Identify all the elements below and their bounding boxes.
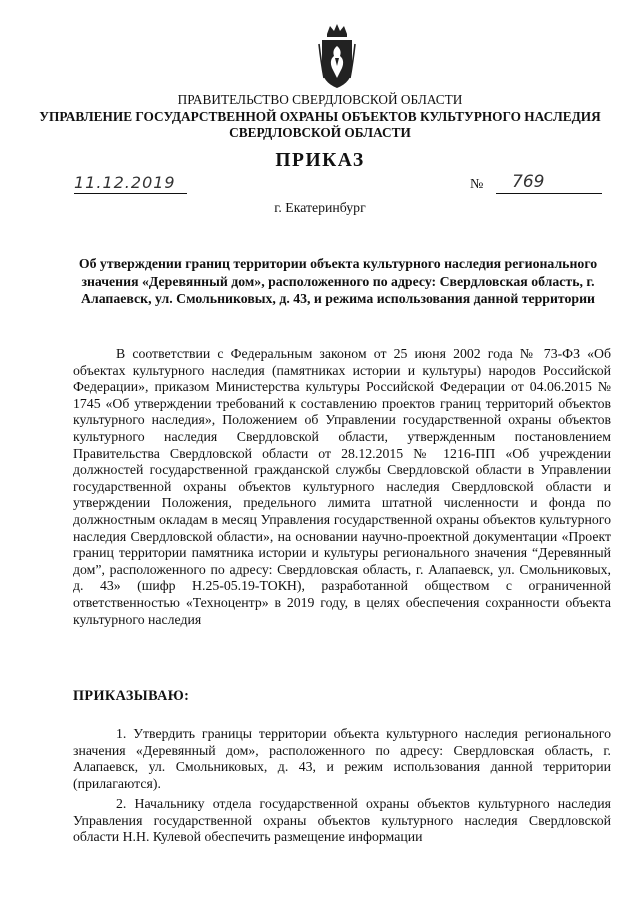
document-subject: Об утверждении границ территории объекта культурного наследия регионального значения «Деревянный дом», расположенного по адресу: Свердловская область, г. Алапаевск, ул. Смольниковых, д. 43, и режима использования данной территории (78, 256, 598, 306)
order-item-1: 1. Утвердить границы территории объекта культурного наследия регионального значения «Деревянный дом», расположенного по адресу: Свердловская область, г. Алапаевск, ул. Смольниковых, д. 43, и режим использования данной территории (прилагаются). (73, 726, 611, 791)
preamble-paragraph: В соответствии с Федеральным законом от 25 июня 2002 года № 73-ФЗ «Об объектах культурного наследия (памятниках истории и культуры) народов Российской Федерации», приказом Министерства культуры Российской Федерации от 04.06.2015 № 1745 «Об утверждении требований к составлению проектов границ территорий объектов культурного наследия», Положением об Управлении государственной охраны объектов культурного наследия Свердловской области, утвержденным постановлением Правительства Свердловской области от 28.12.2015 № 1216-ПП «Об учреждении должностей государственной гражданской службы Свердловской области в Управлении государственной охраны объектов культурного наследия Свердловской области и утверждении Положения, предельного лимита штатной численности и фонда по должностным окладам в месяц Управления государственной охраны объектов культурного наследия Свердловской области», на основании научно-проектной документации «Проект границ территории памятника истории и культуры регионального значения “Деревянный дом”, расположенного по адресу: Свердловская область, г. Алапаевск, ул. Смольниковых, д. 43» (шифр Н.25-05.19-ТОКН), разработанной обществом с ограниченной ответственностью «Техноцентр» в 2019 году, в целях обеспечения сохранности объекта культурного наследия (73, 346, 611, 627)
order-heading: ПРИКАЗЫВАЮ: (73, 688, 190, 704)
city-name: г. Екатеринбург (274, 200, 366, 215)
coat-of-arms-emblem-icon (318, 22, 356, 92)
department-name: УПРАВЛЕНИЕ ГОСУДАРСТВЕННОЙ ОХРАНЫ ОБЪЕКТОВ КУЛЬТУРНОГО НАСЛЕДИЯ СВЕРДЛОВСКОЙ ОБЛАСТИ (39, 109, 601, 140)
government-name: ПРАВИТЕЛЬСТВО СВЕРДЛОВСКОЙ ОБЛАСТИ (177, 92, 463, 107)
number-label: № (470, 177, 484, 192)
order-item-2: 2. Начальнику отдела государственной охраны объектов культурного наследия Управления государственной охраны объектов культурного наследия Свердловской области Н.Н. Кулевой обеспечить размещение информации (73, 796, 611, 845)
document-number: 769 (512, 172, 545, 192)
document-type-title: ПРИКАЗ (275, 150, 365, 171)
document-date: 11.12.2019 (74, 173, 176, 192)
